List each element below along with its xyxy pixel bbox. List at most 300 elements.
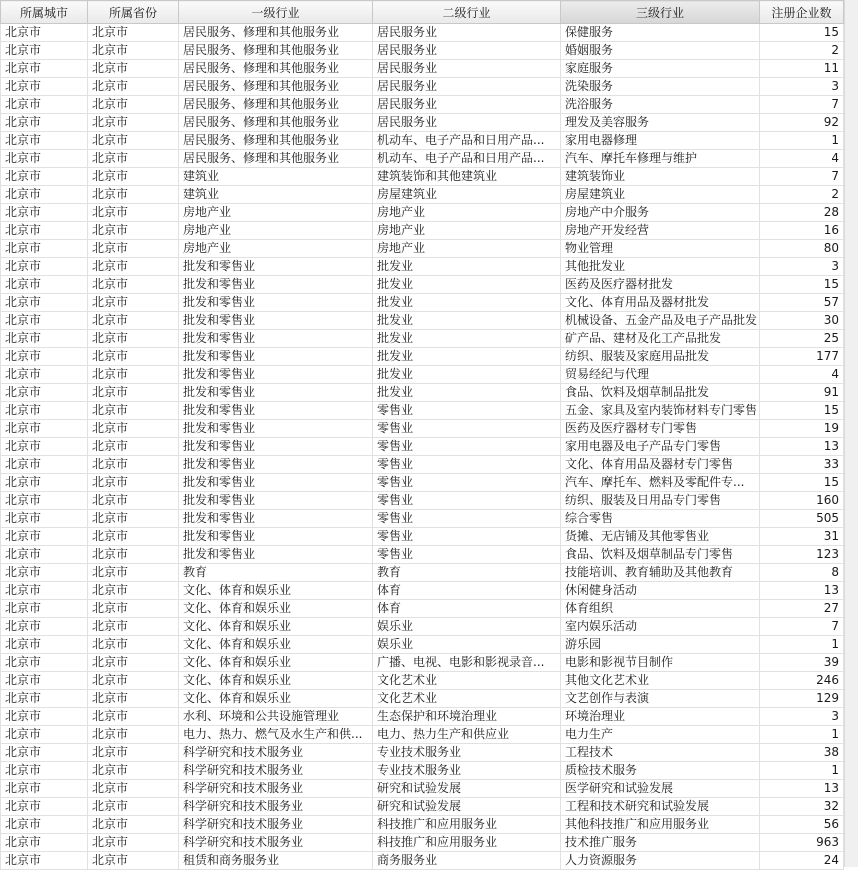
cell-industry-2[interactable]: 零售业 xyxy=(373,438,561,456)
cell-company-count[interactable]: 129 xyxy=(760,690,844,708)
cell-industry-1[interactable]: 居民服务、修理和其他服务业 xyxy=(179,96,373,114)
cell-industry-1[interactable]: 文化、体育和娱乐业 xyxy=(179,600,373,618)
table-row[interactable] xyxy=(1,456,844,474)
cell-industry-3[interactable]: 环境治理业 xyxy=(561,708,760,726)
cell-industry-2[interactable]: 体育 xyxy=(373,582,561,600)
column-header-industry-1[interactable]: 一级行业 xyxy=(179,1,373,24)
cell-industry-3[interactable]: 机械设备、五金产品及电子产品批发 xyxy=(561,312,760,330)
cell-city[interactable]: 北京市 xyxy=(1,384,88,402)
cell-industry-1[interactable]: 文化、体育和娱乐业 xyxy=(179,690,373,708)
cell-industry-1[interactable]: 文化、体育和娱乐业 xyxy=(179,618,373,636)
cell-industry-2[interactable]: 居民服务业 xyxy=(373,24,561,42)
cell-province[interactable]: 北京市 xyxy=(88,186,179,204)
cell-company-count[interactable]: 7 xyxy=(760,96,844,114)
cell-province[interactable]: 北京市 xyxy=(88,546,179,564)
cell-industry-1[interactable]: 文化、体育和娱乐业 xyxy=(179,582,373,600)
table-row[interactable] xyxy=(1,672,844,690)
cell-industry-1[interactable]: 居民服务、修理和其他服务业 xyxy=(179,24,373,42)
cell-province[interactable]: 北京市 xyxy=(88,276,179,294)
cell-industry-1[interactable]: 科学研究和技术服务业 xyxy=(179,834,373,852)
cell-company-count[interactable]: 1 xyxy=(760,726,844,744)
cell-industry-1[interactable]: 批发和零售业 xyxy=(179,294,373,312)
cell-industry-1[interactable]: 批发和零售业 xyxy=(179,402,373,420)
cell-company-count[interactable]: 3 xyxy=(760,78,844,96)
cell-company-count[interactable]: 160 xyxy=(760,492,844,510)
cell-city[interactable]: 北京市 xyxy=(1,636,88,654)
cell-industry-3[interactable]: 文艺创作与表演 xyxy=(561,690,760,708)
cell-city[interactable]: 北京市 xyxy=(1,672,88,690)
cell-company-count[interactable]: 15 xyxy=(760,402,844,420)
cell-company-count[interactable]: 246 xyxy=(760,672,844,690)
cell-industry-2[interactable]: 零售业 xyxy=(373,492,561,510)
cell-industry-2[interactable]: 电力、热力生产和供应业 xyxy=(373,726,561,744)
cell-industry-2[interactable]: 居民服务业 xyxy=(373,60,561,78)
cell-city[interactable]: 北京市 xyxy=(1,564,88,582)
cell-industry-2[interactable]: 居民服务业 xyxy=(373,42,561,60)
cell-city[interactable]: 北京市 xyxy=(1,366,88,384)
cell-industry-3[interactable]: 食品、饮料及烟草制品专门零售 xyxy=(561,546,760,564)
cell-city[interactable]: 北京市 xyxy=(1,456,88,474)
cell-industry-2[interactable]: 批发业 xyxy=(373,276,561,294)
cell-industry-2[interactable]: 批发业 xyxy=(373,366,561,384)
cell-industry-2[interactable]: 机动车、电子产品和日用产品... xyxy=(373,132,561,150)
cell-industry-3[interactable]: 房地产开发经营 xyxy=(561,222,760,240)
cell-province[interactable]: 北京市 xyxy=(88,636,179,654)
cell-company-count[interactable]: 56 xyxy=(760,816,844,834)
cell-industry-2[interactable]: 批发业 xyxy=(373,384,561,402)
table-row[interactable] xyxy=(1,492,844,510)
cell-province[interactable]: 北京市 xyxy=(88,798,179,816)
table-row[interactable] xyxy=(1,222,844,240)
cell-city[interactable]: 北京市 xyxy=(1,186,88,204)
vertical-scrollbar[interactable] xyxy=(844,0,858,867)
cell-industry-1[interactable]: 居民服务、修理和其他服务业 xyxy=(179,78,373,96)
cell-industry-3[interactable]: 其他文化艺术业 xyxy=(561,672,760,690)
cell-company-count[interactable]: 2 xyxy=(760,186,844,204)
cell-industry-1[interactable]: 居民服务、修理和其他服务业 xyxy=(179,42,373,60)
cell-industry-2[interactable]: 商务服务业 xyxy=(373,852,561,870)
cell-industry-2[interactable]: 文化艺术业 xyxy=(373,672,561,690)
table-row[interactable] xyxy=(1,276,844,294)
cell-industry-3[interactable]: 质检技术服务 xyxy=(561,762,760,780)
table-row[interactable] xyxy=(1,258,844,276)
cell-industry-1[interactable]: 批发和零售业 xyxy=(179,384,373,402)
column-header-city[interactable]: 所属城市 xyxy=(1,1,88,24)
table-row[interactable] xyxy=(1,798,844,816)
cell-industry-1[interactable]: 教育 xyxy=(179,564,373,582)
cell-industry-2[interactable]: 生态保护和环境治理业 xyxy=(373,708,561,726)
cell-industry-3[interactable]: 五金、家具及室内装饰材料专门零售 xyxy=(561,402,760,420)
cell-industry-2[interactable]: 房地产业 xyxy=(373,204,561,222)
cell-city[interactable]: 北京市 xyxy=(1,150,88,168)
cell-province[interactable]: 北京市 xyxy=(88,402,179,420)
table-row[interactable] xyxy=(1,690,844,708)
cell-industry-3[interactable]: 工程技术 xyxy=(561,744,760,762)
cell-city[interactable]: 北京市 xyxy=(1,528,88,546)
cell-industry-3[interactable]: 房屋建筑业 xyxy=(561,186,760,204)
cell-industry-1[interactable]: 建筑业 xyxy=(179,168,373,186)
cell-industry-2[interactable]: 专业技术服务业 xyxy=(373,744,561,762)
cell-industry-1[interactable]: 批发和零售业 xyxy=(179,528,373,546)
cell-company-count[interactable]: 13 xyxy=(760,582,844,600)
cell-province[interactable]: 北京市 xyxy=(88,366,179,384)
cell-industry-2[interactable]: 科技推广和应用服务业 xyxy=(373,834,561,852)
cell-company-count[interactable]: 33 xyxy=(760,456,844,474)
cell-company-count[interactable]: 16 xyxy=(760,222,844,240)
cell-industry-1[interactable]: 批发和零售业 xyxy=(179,492,373,510)
cell-industry-3[interactable]: 洗浴服务 xyxy=(561,96,760,114)
table-row[interactable] xyxy=(1,618,844,636)
cell-industry-2[interactable]: 专业技术服务业 xyxy=(373,762,561,780)
cell-city[interactable]: 北京市 xyxy=(1,168,88,186)
cell-industry-2[interactable]: 居民服务业 xyxy=(373,96,561,114)
cell-industry-2[interactable]: 教育 xyxy=(373,564,561,582)
cell-province[interactable]: 北京市 xyxy=(88,618,179,636)
cell-industry-3[interactable]: 室内娱乐活动 xyxy=(561,618,760,636)
cell-company-count[interactable]: 38 xyxy=(760,744,844,762)
cell-industry-2[interactable]: 居民服务业 xyxy=(373,78,561,96)
cell-industry-2[interactable]: 批发业 xyxy=(373,258,561,276)
table-row[interactable] xyxy=(1,780,844,798)
cell-province[interactable]: 北京市 xyxy=(88,348,179,366)
table-row[interactable] xyxy=(1,312,844,330)
table-row[interactable] xyxy=(1,96,844,114)
cell-industry-3[interactable]: 货摊、无店铺及其他零售业 xyxy=(561,528,760,546)
cell-industry-3[interactable]: 纺织、服装及家庭用品批发 xyxy=(561,348,760,366)
cell-industry-1[interactable]: 文化、体育和娱乐业 xyxy=(179,636,373,654)
cell-industry-3[interactable]: 理发及美容服务 xyxy=(561,114,760,132)
cell-city[interactable]: 北京市 xyxy=(1,438,88,456)
cell-industry-1[interactable]: 房地产业 xyxy=(179,204,373,222)
cell-company-count[interactable]: 13 xyxy=(760,780,844,798)
cell-province[interactable]: 北京市 xyxy=(88,42,179,60)
cell-city[interactable]: 北京市 xyxy=(1,96,88,114)
cell-city[interactable]: 北京市 xyxy=(1,600,88,618)
cell-industry-3[interactable]: 洗染服务 xyxy=(561,78,760,96)
cell-company-count[interactable]: 963 xyxy=(760,834,844,852)
cell-industry-1[interactable]: 批发和零售业 xyxy=(179,276,373,294)
cell-city[interactable]: 北京市 xyxy=(1,654,88,672)
cell-city[interactable]: 北京市 xyxy=(1,222,88,240)
cell-industry-3[interactable]: 文化、体育用品及器材批发 xyxy=(561,294,760,312)
cell-industry-1[interactable]: 批发和零售业 xyxy=(179,348,373,366)
cell-company-count[interactable]: 4 xyxy=(760,150,844,168)
cell-industry-2[interactable]: 批发业 xyxy=(373,330,561,348)
cell-industry-1[interactable]: 批发和零售业 xyxy=(179,258,373,276)
cell-city[interactable]: 北京市 xyxy=(1,24,88,42)
cell-province[interactable]: 北京市 xyxy=(88,96,179,114)
cell-province[interactable]: 北京市 xyxy=(88,420,179,438)
table-row[interactable] xyxy=(1,546,844,564)
cell-company-count[interactable]: 1 xyxy=(760,132,844,150)
cell-industry-2[interactable]: 房屋建筑业 xyxy=(373,186,561,204)
cell-company-count[interactable]: 57 xyxy=(760,294,844,312)
table-row[interactable] xyxy=(1,204,844,222)
cell-industry-1[interactable]: 批发和零售业 xyxy=(179,438,373,456)
cell-city[interactable]: 北京市 xyxy=(1,420,88,438)
table-row[interactable] xyxy=(1,168,844,186)
table-row[interactable] xyxy=(1,600,844,618)
cell-industry-2[interactable]: 文化艺术业 xyxy=(373,690,561,708)
cell-province[interactable]: 北京市 xyxy=(88,474,179,492)
cell-industry-3[interactable]: 人力资源服务 xyxy=(561,852,760,870)
cell-province[interactable]: 北京市 xyxy=(88,654,179,672)
cell-industry-2[interactable]: 零售业 xyxy=(373,510,561,528)
cell-city[interactable]: 北京市 xyxy=(1,816,88,834)
cell-company-count[interactable]: 19 xyxy=(760,420,844,438)
cell-industry-2[interactable]: 零售业 xyxy=(373,474,561,492)
cell-industry-1[interactable]: 批发和零售业 xyxy=(179,330,373,348)
cell-industry-3[interactable]: 保健服务 xyxy=(561,24,760,42)
cell-city[interactable]: 北京市 xyxy=(1,798,88,816)
cell-province[interactable]: 北京市 xyxy=(88,114,179,132)
table-row[interactable] xyxy=(1,60,844,78)
cell-industry-3[interactable]: 家用电器及电子产品专门零售 xyxy=(561,438,760,456)
cell-industry-3[interactable]: 建筑装饰业 xyxy=(561,168,760,186)
cell-industry-2[interactable]: 科技推广和应用服务业 xyxy=(373,816,561,834)
table-row[interactable] xyxy=(1,330,844,348)
cell-company-count[interactable]: 39 xyxy=(760,654,844,672)
cell-province[interactable]: 北京市 xyxy=(88,672,179,690)
cell-city[interactable]: 北京市 xyxy=(1,834,88,852)
cell-industry-2[interactable]: 研究和试验发展 xyxy=(373,798,561,816)
cell-industry-2[interactable]: 零售业 xyxy=(373,402,561,420)
cell-province[interactable]: 北京市 xyxy=(88,168,179,186)
cell-company-count[interactable]: 2 xyxy=(760,42,844,60)
cell-company-count[interactable]: 505 xyxy=(760,510,844,528)
cell-industry-3[interactable]: 婚姻服务 xyxy=(561,42,760,60)
cell-company-count[interactable]: 7 xyxy=(760,618,844,636)
cell-province[interactable]: 北京市 xyxy=(88,24,179,42)
cell-industry-3[interactable]: 汽车、摩托车修理与维护 xyxy=(561,150,760,168)
cell-industry-1[interactable]: 科学研究和技术服务业 xyxy=(179,798,373,816)
cell-city[interactable]: 北京市 xyxy=(1,330,88,348)
cell-city[interactable]: 北京市 xyxy=(1,618,88,636)
cell-city[interactable]: 北京市 xyxy=(1,780,88,798)
cell-industry-2[interactable]: 居民服务业 xyxy=(373,114,561,132)
cell-company-count[interactable]: 15 xyxy=(760,276,844,294)
cell-industry-1[interactable]: 科学研究和技术服务业 xyxy=(179,744,373,762)
cell-province[interactable]: 北京市 xyxy=(88,60,179,78)
cell-company-count[interactable]: 24 xyxy=(760,852,844,870)
cell-company-count[interactable]: 25 xyxy=(760,330,844,348)
cell-industry-1[interactable]: 科学研究和技术服务业 xyxy=(179,762,373,780)
cell-province[interactable]: 北京市 xyxy=(88,258,179,276)
cell-company-count[interactable]: 80 xyxy=(760,240,844,258)
cell-industry-3[interactable]: 汽车、摩托车、燃料及零配件专... xyxy=(561,474,760,492)
cell-city[interactable]: 北京市 xyxy=(1,582,88,600)
cell-industry-1[interactable]: 科学研究和技术服务业 xyxy=(179,780,373,798)
cell-province[interactable]: 北京市 xyxy=(88,852,179,870)
cell-province[interactable]: 北京市 xyxy=(88,438,179,456)
cell-industry-3[interactable]: 电影和影视节目制作 xyxy=(561,654,760,672)
cell-industry-2[interactable]: 房地产业 xyxy=(373,222,561,240)
cell-company-count[interactable]: 30 xyxy=(760,312,844,330)
cell-city[interactable]: 北京市 xyxy=(1,78,88,96)
table-row[interactable] xyxy=(1,384,844,402)
column-header-industry-2[interactable]: 二级行业 xyxy=(373,1,561,24)
table-row[interactable] xyxy=(1,528,844,546)
table-row[interactable] xyxy=(1,186,844,204)
table-row[interactable] xyxy=(1,420,844,438)
table-row[interactable] xyxy=(1,78,844,96)
column-header-industry-3[interactable]: 三级行业 xyxy=(561,1,760,24)
table-row[interactable] xyxy=(1,150,844,168)
table-row[interactable] xyxy=(1,564,844,582)
cell-city[interactable]: 北京市 xyxy=(1,744,88,762)
cell-industry-1[interactable]: 租赁和商务服务业 xyxy=(179,852,373,870)
cell-province[interactable]: 北京市 xyxy=(88,132,179,150)
cell-industry-3[interactable]: 医学研究和试验发展 xyxy=(561,780,760,798)
cell-province[interactable]: 北京市 xyxy=(88,708,179,726)
cell-industry-3[interactable]: 医药及医疗器材专门零售 xyxy=(561,420,760,438)
table-row[interactable] xyxy=(1,816,844,834)
cell-company-count[interactable]: 7 xyxy=(760,168,844,186)
cell-province[interactable]: 北京市 xyxy=(88,240,179,258)
cell-industry-1[interactable]: 批发和零售业 xyxy=(179,510,373,528)
cell-industry-2[interactable]: 零售业 xyxy=(373,456,561,474)
cell-city[interactable]: 北京市 xyxy=(1,546,88,564)
cell-industry-3[interactable]: 技术推广服务 xyxy=(561,834,760,852)
cell-province[interactable]: 北京市 xyxy=(88,600,179,618)
cell-city[interactable]: 北京市 xyxy=(1,708,88,726)
cell-city[interactable]: 北京市 xyxy=(1,42,88,60)
cell-province[interactable]: 北京市 xyxy=(88,744,179,762)
cell-province[interactable]: 北京市 xyxy=(88,78,179,96)
cell-company-count[interactable]: 15 xyxy=(760,474,844,492)
cell-industry-1[interactable]: 建筑业 xyxy=(179,186,373,204)
cell-company-count[interactable]: 3 xyxy=(760,258,844,276)
cell-industry-2[interactable]: 研究和试验发展 xyxy=(373,780,561,798)
table-row[interactable] xyxy=(1,474,844,492)
cell-industry-2[interactable]: 娱乐业 xyxy=(373,618,561,636)
table-row[interactable] xyxy=(1,294,844,312)
cell-city[interactable]: 北京市 xyxy=(1,240,88,258)
cell-industry-2[interactable]: 娱乐业 xyxy=(373,636,561,654)
cell-industry-2[interactable]: 批发业 xyxy=(373,312,561,330)
cell-city[interactable]: 北京市 xyxy=(1,348,88,366)
cell-industry-3[interactable]: 体育组织 xyxy=(561,600,760,618)
table-row[interactable] xyxy=(1,744,844,762)
cell-industry-1[interactable]: 批发和零售业 xyxy=(179,456,373,474)
cell-industry-2[interactable]: 广播、电视、电影和影视录音... xyxy=(373,654,561,672)
cell-industry-2[interactable]: 批发业 xyxy=(373,294,561,312)
cell-province[interactable]: 北京市 xyxy=(88,780,179,798)
cell-company-count[interactable]: 91 xyxy=(760,384,844,402)
cell-industry-3[interactable]: 房地产中介服务 xyxy=(561,204,760,222)
cell-province[interactable]: 北京市 xyxy=(88,528,179,546)
cell-industry-1[interactable]: 批发和零售业 xyxy=(179,312,373,330)
cell-industry-2[interactable]: 房地产业 xyxy=(373,240,561,258)
cell-industry-3[interactable]: 医药及医疗器材批发 xyxy=(561,276,760,294)
column-header-company-count[interactable]: 注册企业数 xyxy=(760,1,844,24)
cell-company-count[interactable]: 15 xyxy=(760,24,844,42)
cell-industry-1[interactable]: 批发和零售业 xyxy=(179,366,373,384)
cell-company-count[interactable]: 1 xyxy=(760,762,844,780)
cell-city[interactable]: 北京市 xyxy=(1,204,88,222)
table-row[interactable] xyxy=(1,834,844,852)
cell-province[interactable]: 北京市 xyxy=(88,456,179,474)
cell-city[interactable]: 北京市 xyxy=(1,276,88,294)
cell-company-count[interactable]: 28 xyxy=(760,204,844,222)
cell-company-count[interactable]: 32 xyxy=(760,798,844,816)
cell-city[interactable]: 北京市 xyxy=(1,690,88,708)
table-row[interactable] xyxy=(1,636,844,654)
cell-industry-3[interactable]: 贸易经纪与代理 xyxy=(561,366,760,384)
cell-industry-3[interactable]: 纺织、服装及日用品专门零售 xyxy=(561,492,760,510)
cell-company-count[interactable]: 27 xyxy=(760,600,844,618)
cell-company-count[interactable]: 13 xyxy=(760,438,844,456)
cell-industry-2[interactable]: 机动车、电子产品和日用产品... xyxy=(373,150,561,168)
table-row[interactable] xyxy=(1,114,844,132)
cell-company-count[interactable]: 1 xyxy=(760,636,844,654)
cell-city[interactable]: 北京市 xyxy=(1,726,88,744)
table-row[interactable] xyxy=(1,42,844,60)
table-row[interactable] xyxy=(1,582,844,600)
column-header-province[interactable]: 所属省份 xyxy=(88,1,179,24)
cell-city[interactable]: 北京市 xyxy=(1,258,88,276)
cell-industry-1[interactable]: 文化、体育和娱乐业 xyxy=(179,672,373,690)
cell-industry-3[interactable]: 家庭服务 xyxy=(561,60,760,78)
cell-industry-1[interactable]: 科学研究和技术服务业 xyxy=(179,816,373,834)
cell-company-count[interactable]: 3 xyxy=(760,708,844,726)
cell-city[interactable]: 北京市 xyxy=(1,132,88,150)
cell-industry-2[interactable]: 零售业 xyxy=(373,546,561,564)
cell-province[interactable]: 北京市 xyxy=(88,150,179,168)
cell-province[interactable]: 北京市 xyxy=(88,222,179,240)
cell-province[interactable]: 北京市 xyxy=(88,312,179,330)
cell-industry-3[interactable]: 综合零售 xyxy=(561,510,760,528)
cell-industry-1[interactable]: 水利、环境和公共设施管理业 xyxy=(179,708,373,726)
cell-city[interactable]: 北京市 xyxy=(1,402,88,420)
cell-industry-3[interactable]: 食品、饮料及烟草制品批发 xyxy=(561,384,760,402)
cell-industry-1[interactable]: 居民服务、修理和其他服务业 xyxy=(179,60,373,78)
cell-industry-1[interactable]: 居民服务、修理和其他服务业 xyxy=(179,114,373,132)
table-row[interactable] xyxy=(1,240,844,258)
cell-province[interactable]: 北京市 xyxy=(88,726,179,744)
cell-company-count[interactable]: 4 xyxy=(760,366,844,384)
cell-city[interactable]: 北京市 xyxy=(1,474,88,492)
cell-industry-1[interactable]: 文化、体育和娱乐业 xyxy=(179,654,373,672)
cell-city[interactable]: 北京市 xyxy=(1,762,88,780)
cell-province[interactable]: 北京市 xyxy=(88,762,179,780)
cell-industry-2[interactable]: 零售业 xyxy=(373,528,561,546)
table-row[interactable] xyxy=(1,762,844,780)
cell-industry-1[interactable]: 电力、热力、燃气及水生产和供... xyxy=(179,726,373,744)
cell-city[interactable]: 北京市 xyxy=(1,312,88,330)
cell-city[interactable]: 北京市 xyxy=(1,114,88,132)
table-row[interactable] xyxy=(1,132,844,150)
cell-province[interactable]: 北京市 xyxy=(88,384,179,402)
cell-company-count[interactable]: 123 xyxy=(760,546,844,564)
cell-industry-3[interactable]: 技能培训、教育辅助及其他教育 xyxy=(561,564,760,582)
table-row[interactable] xyxy=(1,438,844,456)
cell-industry-3[interactable]: 家用电器修理 xyxy=(561,132,760,150)
cell-province[interactable]: 北京市 xyxy=(88,582,179,600)
cell-industry-3[interactable]: 休闲健身活动 xyxy=(561,582,760,600)
cell-industry-1[interactable]: 房地产业 xyxy=(179,222,373,240)
cell-province[interactable]: 北京市 xyxy=(88,294,179,312)
cell-industry-2[interactable]: 建筑装饰和其他建筑业 xyxy=(373,168,561,186)
cell-industry-3[interactable]: 工程和技术研究和试验发展 xyxy=(561,798,760,816)
table-row[interactable] xyxy=(1,654,844,672)
cell-province[interactable]: 北京市 xyxy=(88,492,179,510)
cell-city[interactable]: 北京市 xyxy=(1,60,88,78)
table-row[interactable] xyxy=(1,348,844,366)
cell-city[interactable]: 北京市 xyxy=(1,852,88,870)
cell-province[interactable]: 北京市 xyxy=(88,690,179,708)
cell-city[interactable]: 北京市 xyxy=(1,294,88,312)
